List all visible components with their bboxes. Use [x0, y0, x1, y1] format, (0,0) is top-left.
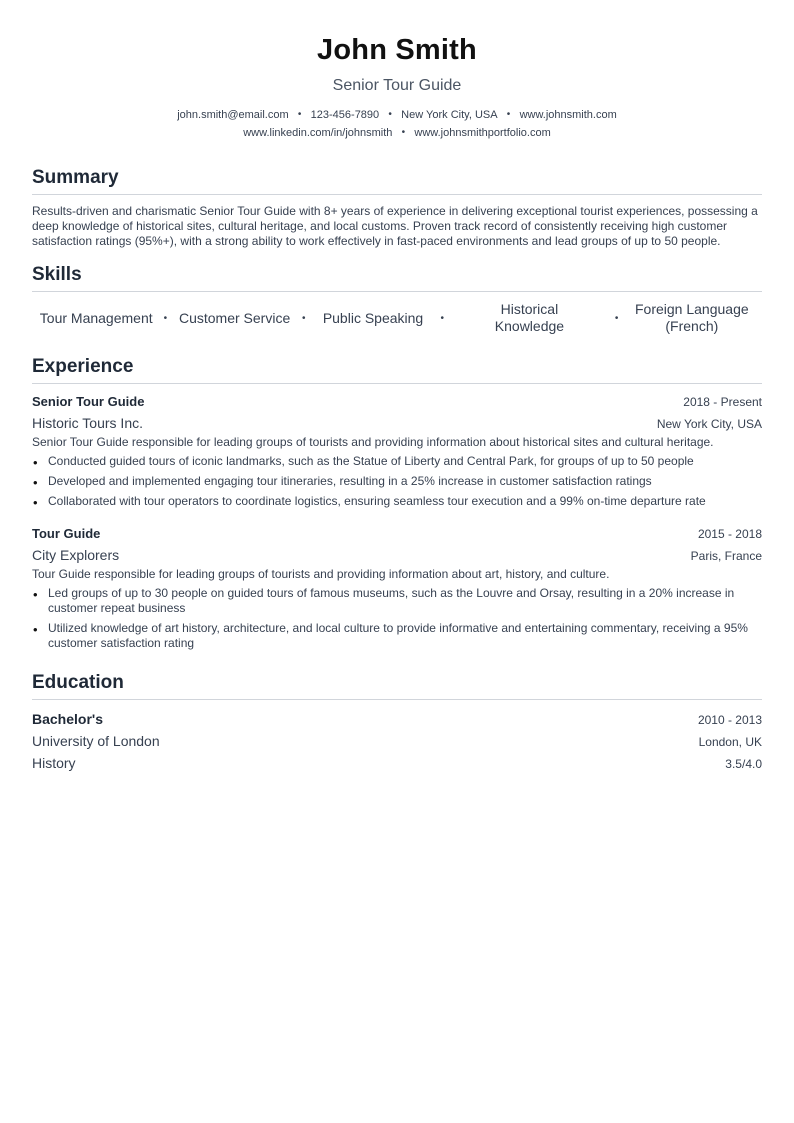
- experience-section: [32, 355, 762, 651]
- education-location: London, UK: [698, 735, 762, 749]
- contact-phone[interactable]: 123-456-7890: [310, 109, 380, 121]
- job-bullet: • Utilized knowledge of art history, architecture, and local culture to provide informative and entertaining commentary, receiving a 95% customer satisfaction rating: [32, 621, 762, 651]
- skills-heading: Skills: [32, 263, 762, 292]
- job-bullet: • Collaborated with tour operators to coordinate logistics, ensuring seamless tour execution and a 99% on-time departure rate: [32, 494, 762, 509]
- job-dates: 2018 - Present: [683, 395, 762, 409]
- job-dates: 2015 - 2018: [697, 527, 762, 541]
- candidate-title: Senior Tour Guide: [332, 77, 462, 94]
- education-gpa: 3.5/4.0: [725, 757, 762, 771]
- skill-item: Foreign Language (French): [635, 301, 749, 334]
- education-degree: Bachelor's: [32, 711, 104, 727]
- bullet-separator: •: [388, 109, 392, 120]
- contact-portfolio[interactable]: www.johnsmithportfolio.com: [414, 127, 551, 139]
- bullet-separator: •: [401, 127, 406, 138]
- job-title: Senior Tour Guide: [32, 394, 145, 409]
- candidate-name: John Smith: [317, 34, 477, 66]
- skill-item: Tour Management: [39, 309, 153, 326]
- contact-email[interactable]: john.smith@email.com: [177, 109, 289, 121]
- bullet-separator: •: [506, 109, 511, 120]
- education-entry: [32, 709, 762, 775]
- contact-info: [32, 106, 762, 142]
- job-description: Tour Guide responsible for leading groups of tourists and providing information about art, history, and culture.: [32, 567, 610, 581]
- job-bullet: • Conducted guided tours of iconic landmarks, such as the Statue of Liberty and Central Park, for groups of up to 50 people: [32, 454, 762, 469]
- job-entry: [32, 525, 762, 651]
- education-dates: 2010 - 2013: [697, 713, 762, 727]
- education-field-row: [32, 753, 762, 775]
- bullet-separator: •: [440, 312, 444, 324]
- job-header: [32, 393, 762, 411]
- job-company-row: [32, 411, 762, 434]
- education-degree-row: [32, 709, 762, 731]
- bullet-separator: •: [614, 312, 619, 324]
- bullet-separator: •: [297, 109, 302, 120]
- job-bullet: • Led groups of up to 30 people on guided tours of famous museums, such as the Louvre and Orsay, resulting in a 20% increase in customer repeat business: [32, 586, 762, 616]
- job-location: New York City, USA: [656, 417, 762, 431]
- bullet-separator: •: [302, 312, 306, 324]
- job-location: Paris, France: [690, 549, 762, 563]
- job-title: Tour Guide: [32, 526, 101, 541]
- job-company: Historic Tours Inc.: [32, 415, 143, 431]
- summary-section: [32, 166, 762, 249]
- education-heading: Education: [32, 671, 762, 700]
- contact-website[interactable]: www.johnsmith.com: [519, 109, 617, 121]
- contact-row-1: [32, 106, 762, 124]
- job-company: City Explorers: [32, 547, 120, 563]
- job-bullets: [32, 586, 762, 651]
- contact-linkedin[interactable]: www.linkedin.com/in/johnsmith: [243, 127, 393, 139]
- job-description: Senior Tour Guide responsible for leading groups of tourists and providing information about historical sites and cultural heritage.: [32, 435, 714, 449]
- education-section: [32, 671, 762, 775]
- job-entry: [32, 393, 762, 509]
- summary-heading: Summary: [32, 166, 762, 195]
- skills-section: [32, 263, 762, 335]
- job-company-row: [32, 543, 762, 566]
- summary-text: Results-driven and charismatic Senior Tour Guide with 8+ years of experience in delivering exceptional tourist experiences, possessing a deep knowledge of historical sites, cultural heritage, and local customs. Proven track record of consistently receiving high customer satisfaction ratings (95%+), with a strong ability to work effectively in fast-paced environments and lead groups of up to 50 people.: [32, 204, 758, 248]
- contact-row-2: [32, 124, 762, 142]
- education-school: University of London: [32, 733, 160, 749]
- experience-heading: Experience: [32, 355, 762, 384]
- contact-location: New York City, USA: [401, 109, 498, 121]
- skill-item: Public Speaking: [322, 309, 424, 326]
- resume-header: [32, 32, 762, 142]
- job-bullets: [32, 454, 762, 509]
- education-field: History: [32, 755, 76, 771]
- job-bullet: • Developed and implemented engaging tour itineraries, resulting in a 25% increase in customer satisfaction ratings: [32, 474, 762, 489]
- education-school-row: [32, 731, 762, 753]
- skill-item: Historical Knowledge: [494, 301, 565, 334]
- bullet-separator: •: [163, 312, 168, 324]
- skill-item: Customer Service: [178, 309, 291, 326]
- job-header: [32, 525, 762, 543]
- skills-list: [32, 301, 762, 335]
